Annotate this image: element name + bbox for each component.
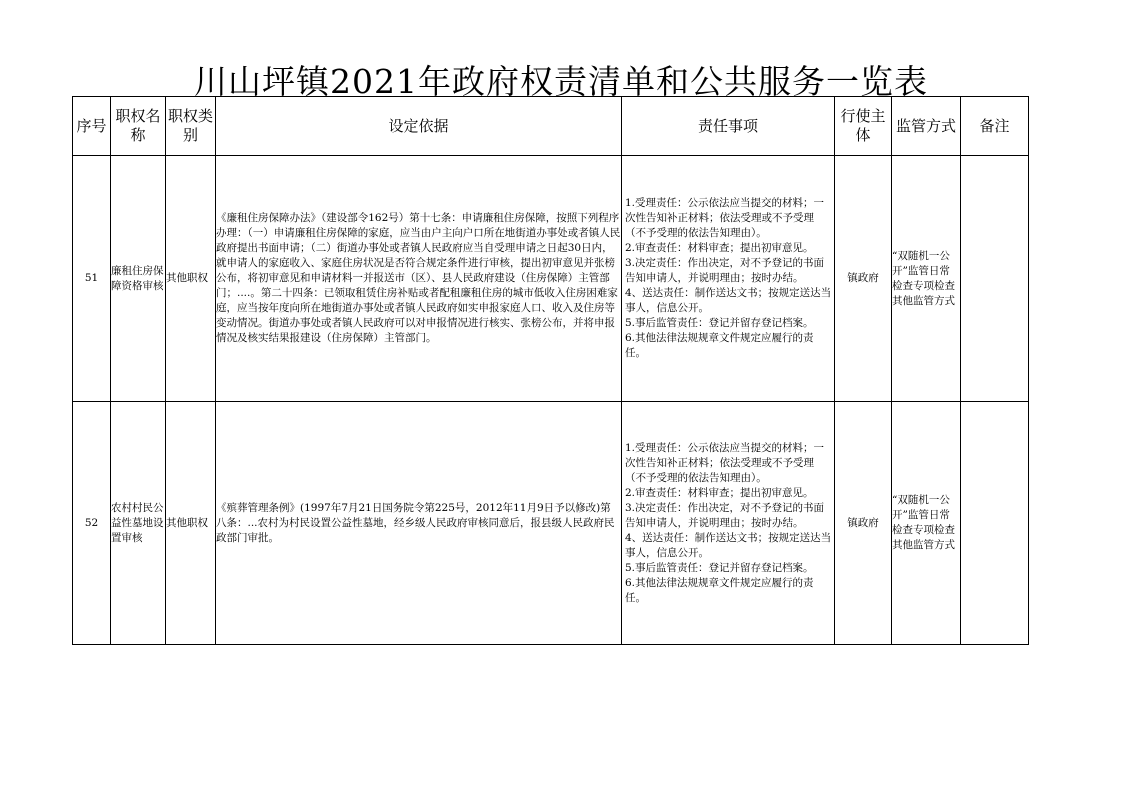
page-title: 川山坪镇2021年政府权责清单和公共服务一览表 xyxy=(194,62,928,101)
header-duty: 责任事项 xyxy=(622,97,835,156)
cell-duty xyxy=(622,402,835,645)
cell-seq: 52 xyxy=(73,402,111,645)
duty-item: 4、送达责任：制作送达文书；按规定送达当事人，信息公开。 xyxy=(625,531,832,559)
rights-responsibility-table xyxy=(72,96,1029,645)
header-basis: 设定依据 xyxy=(216,97,622,156)
cell-seq: 51 xyxy=(73,156,111,402)
header-subject: 行使主体 xyxy=(835,97,892,156)
duty-item: 3.决定责任：作出决定，对不予登记的书面告知申请人，并说明理由；按时办结。 xyxy=(625,501,825,529)
duty-item: 5.事后监管责任：登记并留存登记档案。 xyxy=(625,561,814,574)
duty-item: 3.决定责任：作出决定，对不予登记的书面告知申请人，并说明理由；按时办结。 xyxy=(625,257,825,284)
cell-duty xyxy=(622,156,835,402)
header-name: 职权名称 xyxy=(111,97,166,156)
duty-item: 2.审查责任：材料审查；提出初审意见。 xyxy=(625,486,814,499)
duty-item: 2.审查责任：材料审查；提出初审意见。 xyxy=(625,242,814,254)
duty-item: 1.受理责任：公示依法应当提交的材料；一次性告知补正材料；依法受理或不予受理（不予受理的依法告知理由）。 xyxy=(625,197,825,239)
cell-remark xyxy=(961,402,1029,645)
duty-item: 5.事后监管责任：登记并留存登记档案。 xyxy=(625,317,814,329)
cell-subject: 镇政府 xyxy=(835,156,892,402)
cell-supervision: “双随机一公开”监管日常检查专项检查其他监管方式 xyxy=(892,156,961,402)
header-remark: 备注 xyxy=(961,97,1029,156)
cell-basis: 《廉租住房保障办法》（建设部令162号）第十七条：申请廉租住房保障，按照下列程序办理：（一）申请廉租住房保障的家庭，应当由户主向户口所在地街道办事处或者镇人民政府提出书面申请；（二）街道办事处或者镇人民政府应当自受理申请之日起30日内，就申请人的家庭收入、家庭住房状况是否符合规定条件进行审核，提出初审意见并张榜公布，将初审意见和申请材料一并报送市（区）、县人民政府建设（住房保障）主管部门；....。第二十四条：已领取租赁住房补贴或者配租廉租住房的城市低收入住房困难家庭，应当按年度向所在地街道办事处或者镇人民政府如实申报家庭人口、收入及住房等变动情况。街道办事处或者镇人民政府可以对申报情况进行核实、张榜公布，并将申报情况及核实结果报建设（住房保障）主管部门。 xyxy=(216,156,622,402)
header-seq: 序号 xyxy=(73,97,111,156)
duty-item: 1.受理责任：公示依法应当提交的材料；一次性告知补正材料；依法受理或不予受理（不予受理的依法告知理由）。 xyxy=(625,441,825,484)
cell-type: 其他职权 xyxy=(166,156,216,402)
duty-item: 4、送达责任：制作送达文书；按规定送达当事人，信息公开。 xyxy=(625,287,832,314)
cell-type: 其他职权 xyxy=(166,402,216,645)
cell-remark xyxy=(961,156,1029,402)
cell-supervision: “双随机一公开”监管日常检查专项检查其他监管方式 xyxy=(892,402,961,645)
header-supervision: 监管方式 xyxy=(892,97,961,156)
cell-name: 廉租住房保障资格审核 xyxy=(111,156,166,402)
duty-item: 6.其他法律法规规章文件规定应履行的责任。 xyxy=(625,576,814,604)
cell-name: 农村村民公益性墓地设置审核 xyxy=(111,402,166,645)
cell-subject: 镇政府 xyxy=(835,402,892,645)
header-row xyxy=(73,97,1029,156)
cell-basis: 《殡葬管理条例》(1997年7月21日国务院令第225号，2012年11月9日予以修改)第八条：...农村为村民设置公益性墓地，经乡级人民政府审核同意后，报县级人民政府民政部门审批。 xyxy=(216,402,622,645)
header-type: 职权类别 xyxy=(166,97,216,156)
table-row xyxy=(73,402,1029,645)
duty-item: 6.其他法律法规规章文件规定应履行的责任。 xyxy=(625,332,814,359)
table-row xyxy=(73,156,1029,402)
